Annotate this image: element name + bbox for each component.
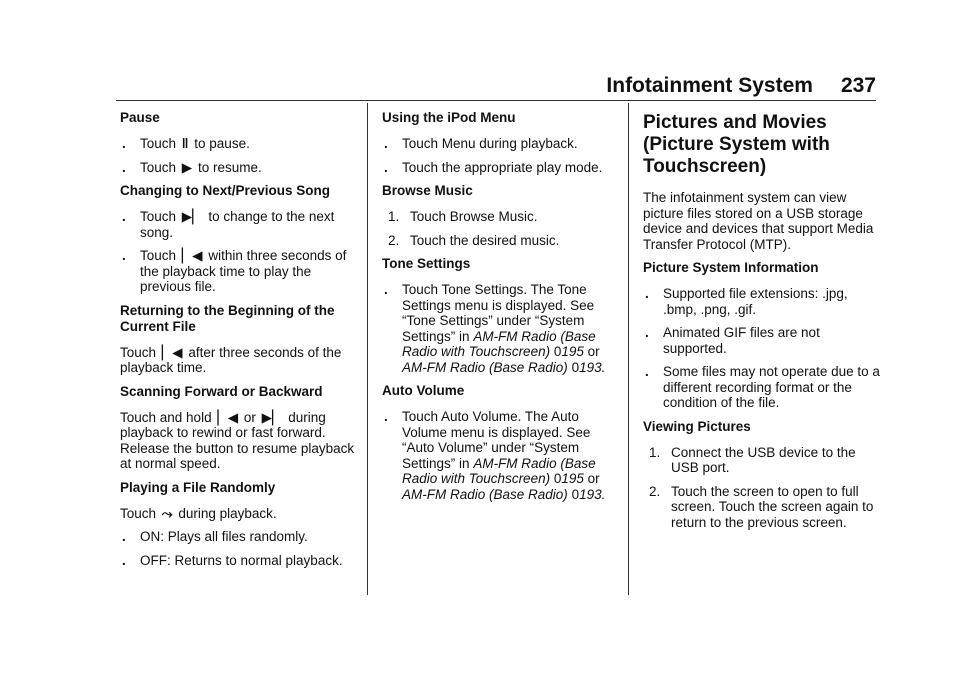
header-text	[606, 74, 876, 98]
page-header	[116, 74, 876, 101]
heading-viewing-pictures: Viewing Pictures	[643, 418, 751, 434]
paragraph: Touch and hold ▏◀ or ▶▏ during playback to rewind or fast forward. Release the button to resume playback at normal speed.	[120, 409, 355, 471]
column-2	[382, 110, 618, 510]
bullet: .	[122, 529, 126, 544]
list-item: . Touch ‖ to pause.	[122, 136, 250, 151]
previous-track-icon: ▏◀	[161, 344, 183, 360]
bullet: .	[122, 136, 126, 151]
cross-reference[interactable]: AM-FM Radio (Base Radio with Touchscreen)	[402, 328, 596, 359]
list-item: . Touch ▶ to resume.	[122, 159, 262, 175]
xref-symbol: 0	[571, 486, 580, 502]
step-number: 2.	[388, 232, 400, 248]
list-item: . Touch ▏◀ within three seconds of the playback time to play the previous file.	[122, 248, 347, 294]
pause-icon: ‖	[181, 136, 189, 151]
list-item: . Supported file extensions: .jpg, .bmp, .png, .gif.	[645, 286, 848, 317]
list-item: 1. Touch Browse Music.	[388, 209, 538, 224]
heading-next-prev: Changing to Next/Previous Song	[120, 183, 331, 198]
bullet: .	[122, 248, 126, 263]
list-item: . OFF: Returns to normal playback.	[122, 552, 343, 568]
page-number: 237	[840, 74, 876, 97]
intro-paragraph: The infotainment system can view picture files stored on a USB storage device and devices that support Media Transfer Protocol (MTP).	[643, 190, 874, 252]
heading-browse: Browse Music	[382, 183, 473, 198]
section-title: Infotainment System	[606, 74, 813, 97]
bullet: .	[384, 159, 388, 175]
list-item: . Touch Auto Volume. The Auto Volume menu is displayed. See “Auto Volume” under “System Settings” in AM-FM Radio (Base Radio with Touchscreen) 0195 or AM-FM Radio (Base Radio) 0193.	[384, 409, 606, 502]
step-number: 2.	[649, 483, 661, 499]
heading-tone: Tone Settings	[382, 256, 471, 271]
bullet: .	[384, 409, 388, 424]
previous-track-icon: ▏◀	[217, 409, 239, 425]
list-item: 1. Connect the USB device to the USB port.	[649, 444, 856, 475]
heading-random: Playing a File Randomly	[120, 479, 276, 495]
column-1	[120, 110, 356, 576]
previous-track-icon: ▏◀	[181, 248, 203, 263]
bullet: .	[384, 136, 388, 151]
paragraph: Touch ▏◀ after three seconds of the playback time.	[120, 344, 342, 375]
step-number: 1.	[388, 209, 400, 224]
list-item: . Some files may not operate due to a different recording format or the condition of the file.	[645, 364, 880, 410]
bullet: .	[122, 159, 126, 175]
heading-scanning: Scanning Forward or Backward	[120, 383, 323, 399]
paragraph: Touch ⤳ during playback.	[120, 505, 277, 521]
section-heading: Pictures and Movies (Picture System with Touchscreen)	[643, 112, 830, 177]
page-ref[interactable]: 193	[579, 486, 602, 502]
bullet: .	[645, 325, 649, 340]
next-track-icon: ▶▏	[181, 209, 203, 224]
next-track-icon: ▶▏	[261, 409, 283, 425]
xref-symbol: 0	[571, 359, 580, 375]
cross-reference[interactable]: AM-FM Radio (Base Radio)	[402, 359, 568, 375]
heading-auto-volume: Auto Volume	[382, 383, 465, 398]
page-ref[interactable]: 193	[579, 359, 602, 375]
cross-reference[interactable]: AM-FM Radio (Base Radio)	[402, 486, 568, 502]
bullet: .	[645, 286, 649, 301]
page-ref[interactable]: 195	[561, 344, 584, 359]
xref-symbol: 0	[553, 471, 562, 486]
list-item: . ON: Plays all files randomly.	[122, 529, 308, 544]
play-icon: ▶	[181, 159, 193, 175]
column-3	[643, 110, 883, 538]
heading-pause: Pause	[120, 110, 160, 125]
page-ref[interactable]: 195	[561, 471, 584, 486]
list-item: 2. Touch the desired music.	[388, 232, 560, 248]
bullet: .	[122, 209, 126, 224]
heading-returning: Returning to the Beginning of the Current File	[120, 302, 335, 334]
bullet: .	[645, 364, 649, 379]
cross-reference[interactable]: AM-FM Radio (Base Radio with Touchscreen)	[402, 455, 596, 486]
heading-picture-info: Picture System Information	[643, 260, 819, 275]
list-item: . Touch Tone Settings. The Tone Settings menu is displayed. See “Tone Settings” under “System Settings” in AM-FM Radio (Base Radio with Touchscreen) 0195 or AM-FM Radio (Base Radio) 0193.	[384, 282, 606, 375]
list-item: . Animated GIF files are not supported.	[645, 325, 820, 356]
list-item: . Touch Menu during playback.	[384, 136, 578, 151]
shuffle-icon: ⤳	[161, 505, 173, 521]
xref-symbol: 0	[553, 344, 562, 359]
column-divider-2	[628, 103, 629, 595]
step-number: 1.	[649, 444, 661, 460]
list-item: . Touch ▶▏ to change to the next song.	[122, 209, 335, 240]
list-item: 2. Touch the screen to open to full screen. Touch the screen again to return to the previous screen.	[649, 483, 874, 530]
column-divider-1	[367, 103, 368, 595]
bullet: .	[384, 282, 388, 297]
heading-ipod: Using the iPod Menu	[382, 110, 516, 125]
list-item: . Touch the appropriate play mode.	[384, 159, 603, 175]
bullet: .	[122, 552, 126, 568]
